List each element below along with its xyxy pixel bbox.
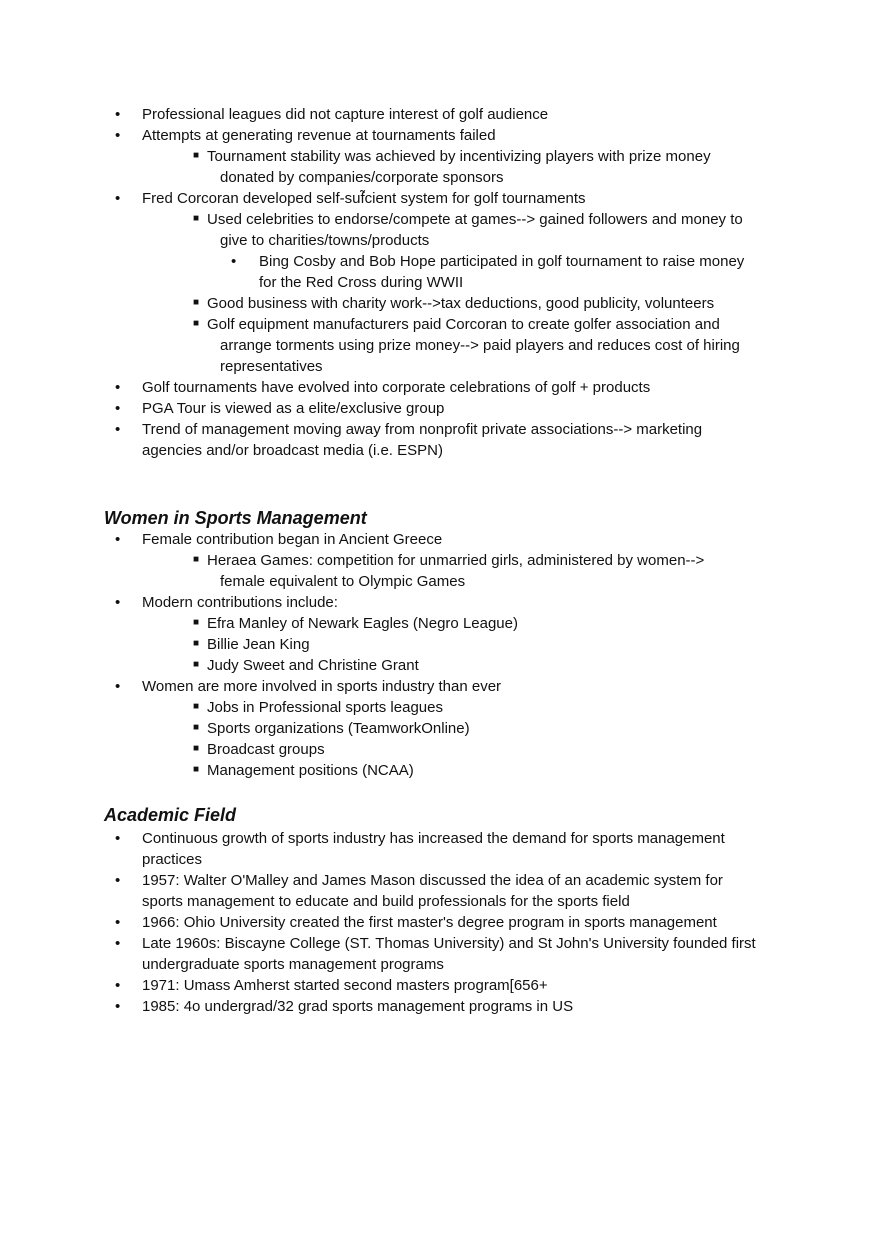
list-item: ■ Management positions (NCAA) (0, 760, 880, 781)
square-bullet-icon: ■ (193, 297, 200, 308)
list-item: • Female contribution began in Ancient Greece (115, 531, 443, 548)
list-item: • 1971: Umass Amherst started second masters program[656+ (115, 977, 548, 994)
women-list (0, 529, 880, 781)
list-item: • Women are more involved in sports industry than ever (115, 678, 502, 695)
square-bullet-icon: ■ (193, 743, 200, 754)
list-item: ■ Heraea Games: competition for unmarried girls, administered by women--> (0, 550, 880, 571)
list-item: ■ Good business with charity work-->tax deductions, good publicity, volunteers (0, 293, 880, 314)
bullet-icon: • (115, 678, 121, 695)
square-bullet-icon: ■ (193, 701, 200, 712)
list-item: ■ Jobs in Professional sports leagues (0, 697, 880, 718)
list-item: ■ Sports organizations (TeamworkOnline) (0, 718, 880, 739)
list-item: ■ Golf equipment manufacturers paid Corcoran to create golfer association and (0, 314, 880, 335)
list-item: • 1985: 4o undergrad/32 grad sports management programs in US (115, 998, 574, 1015)
bullet-icon: • (115, 594, 121, 611)
bullet-icon: • (115, 531, 121, 548)
square-bullet-icon: ■ (193, 318, 200, 329)
bullet-icon: • (115, 400, 121, 417)
bullet-icon: • (115, 127, 121, 144)
list-item-continuation: for the Red Cross during WWII (259, 274, 464, 291)
academic-list (0, 828, 880, 1017)
list-item: • Attempts at generating revenue at tournaments failed (115, 127, 496, 144)
square-bullet-icon: ■ (193, 722, 200, 733)
list-item-continuation: female equivalent to Olympic Games (220, 573, 466, 590)
bullet-icon: • (115, 830, 121, 847)
bullet-icon: • (115, 977, 121, 994)
list-item-continuation: donated by companies/corporate sponsors (220, 169, 504, 186)
square-bullet-icon: ■ (193, 638, 200, 649)
list-item-continuation: undergraduate sports management programs (142, 956, 444, 973)
list-item: • Continuous growth of sports industry has increased the demand for sports management (115, 830, 725, 847)
list-item: • Bing Cosby and Bob Hope participated in golf tournament to raise money (231, 253, 745, 270)
list-item-continuation: arrange torments using prize money--> paid players and reduces cost of hiring (220, 337, 740, 354)
square-bullet-icon: ■ (193, 764, 200, 775)
list-item: • Professional leagues did not capture interest of golf audience (115, 106, 549, 123)
list-item-continuation: sports management to educate and build professionals for the sports field (142, 893, 630, 910)
bullet-icon: • (115, 872, 121, 889)
section-heading-academic: Academic Field (104, 805, 237, 825)
list-item: • Golf tournaments have evolved into corporate celebrations of golf + products (115, 379, 651, 396)
section-heading-women: Women in Sports Management (104, 508, 367, 528)
list-item-continuation: agencies and/or broadcast media (i.e. ESPN) (142, 442, 443, 459)
bullet-icon: • (115, 914, 121, 931)
bullet-icon: • (231, 253, 237, 270)
list-item: • PGA Tour is viewed as a elite/exclusive group (115, 400, 445, 417)
list-item: • Modern contributions include: (115, 594, 338, 611)
list-item: ■ Tournament stability was achieved by incentivizing players with prize money (0, 146, 880, 167)
square-bullet-icon: ■ (193, 150, 200, 161)
bullet-icon: • (115, 106, 121, 123)
list-item: • 1957: Walter O'Malley and James Mason discussed the idea of an academic system for (115, 872, 723, 889)
list-item: ■ Efra Manley of Newark Eagles (Negro League) (0, 613, 880, 634)
bullet-icon: • (115, 379, 121, 396)
list-item: • Fred Corcoran developed self-suf̃cient system for golf tournaments (115, 190, 586, 207)
square-bullet-icon: ■ (193, 213, 200, 224)
list-item-continuation: give to charities/towns/products (220, 232, 430, 249)
bullet-icon: • (115, 935, 121, 952)
list-item: ■ Used celebrities to endorse/compete at games--> gained followers and money to (0, 209, 880, 230)
list-item-continuation: representatives (220, 358, 323, 375)
list-item: ■ Billie Jean King (0, 634, 880, 655)
golf-list (0, 104, 880, 461)
list-item: • Late 1960s: Biscayne College (ST. Thomas University) and St John's University founded first (115, 935, 756, 952)
bullet-icon: • (115, 190, 121, 207)
list-item: • Trend of management moving away from nonprofit private associations--> marketing (115, 421, 703, 438)
list-item: ■ Judy Sweet and Christine Grant (0, 655, 880, 676)
bullet-icon: • (115, 998, 121, 1015)
square-bullet-icon: ■ (193, 659, 200, 670)
list-item: ■ Broadcast groups (0, 739, 880, 760)
list-item: • 1966: Ohio University created the first master's degree program in sports management (115, 914, 717, 931)
square-bullet-icon: ■ (193, 554, 200, 565)
bullet-icon: • (115, 421, 121, 438)
square-bullet-icon: ■ (193, 617, 200, 628)
list-item-continuation: practices (142, 851, 203, 868)
